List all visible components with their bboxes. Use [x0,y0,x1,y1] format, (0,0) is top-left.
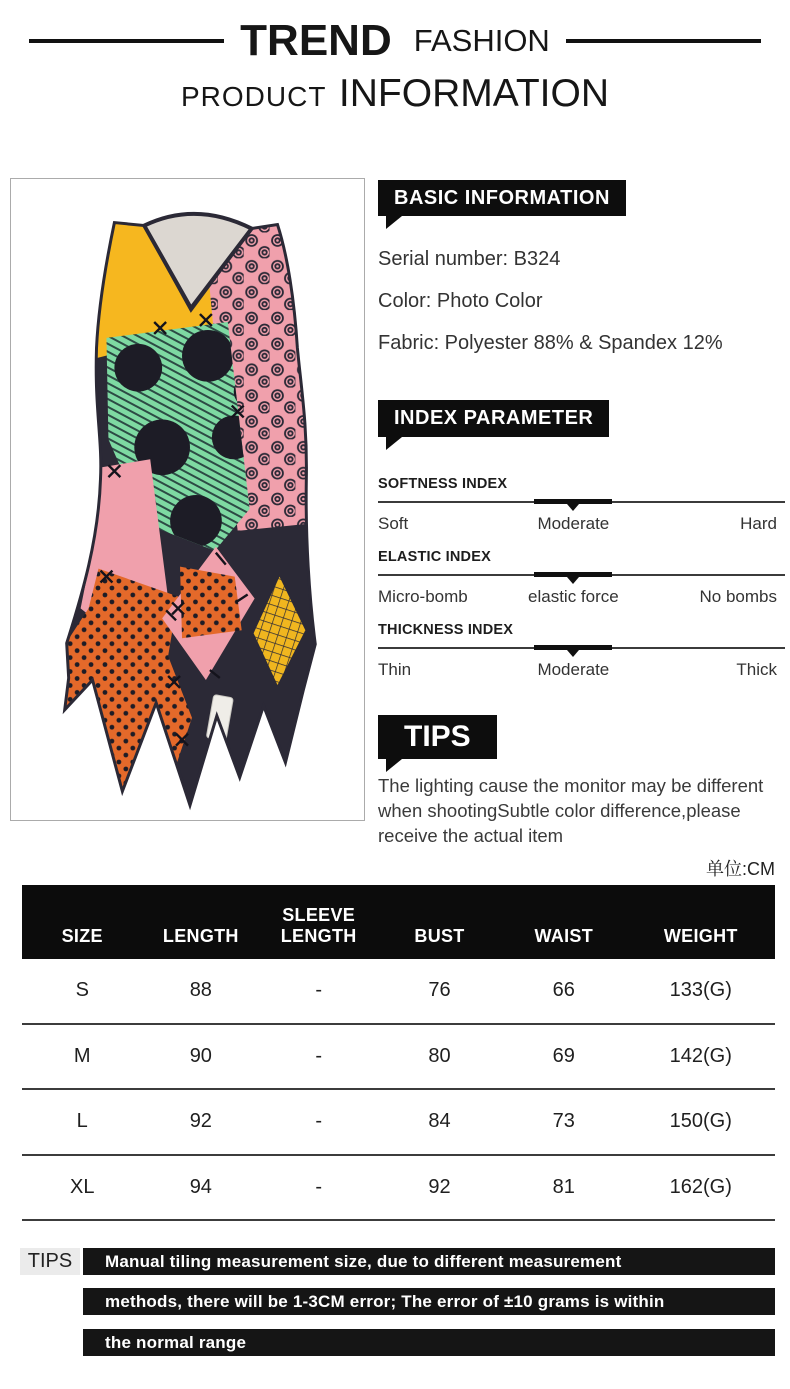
page-title-small: PRODUCT [181,81,327,112]
cell-waist: 69 [552,1044,575,1067]
serial-number-row: Serial number: B324 [378,248,561,270]
measurement-tips-label: TIPS [20,1248,80,1275]
scale-label-right: Hard [740,514,777,533]
column-header-waist: WAIST [534,926,593,946]
cell-sleeve-length: - [315,1044,322,1067]
cell-waist: 66 [552,979,575,1002]
scale-label-right: No bombs [699,587,777,606]
header-rule-left [29,39,224,43]
table-row-xl [22,1156,775,1222]
scale-labels [378,660,785,680]
scale-marker [534,572,612,577]
scale-track [378,645,785,657]
measurement-tips-line-1: Manual tiling measurement size, due to different measurement [83,1248,775,1275]
cell-weight: 162(G) [669,1175,732,1198]
scale-track [378,499,785,511]
measurement-tips-row [20,1248,775,1275]
table-row-m [22,1025,775,1091]
scale-labels [378,514,785,534]
basic-information-tag: BASIC INFORMATION [378,180,626,216]
cell-bust: 80 [428,1044,451,1067]
scale-label-left: Soft [378,514,409,533]
tips-tag: TIPS [378,715,497,759]
size-table [22,885,775,1221]
index-parameter-tag: INDEX PARAMETER [378,400,609,437]
column-header-size: SIZE [61,926,103,946]
unit-note: 单位:CM [706,859,775,879]
marker-pointer-icon [567,577,579,584]
page-header [0,16,790,116]
scale-label-right: Thick [736,660,777,679]
cell-sleeve-length: - [315,979,322,1002]
scale-track [378,572,785,584]
cell-bust: 84 [428,1110,451,1133]
cell-bust: 92 [428,1175,451,1198]
measurement-tips-section [20,1248,775,1356]
scale-label-middle: Moderate [537,660,610,679]
scale-label-middle: elastic force [528,587,619,606]
cell-weight: 133(G) [669,979,732,1002]
page-title [0,72,790,116]
scale-label-left: Thin [378,660,412,679]
column-header-length: LENGTH [162,926,239,946]
tips-text: The lighting cause the monitor may be different when shootingSubtle color difference,please receive the actual item [378,775,764,846]
table-row-l [22,1090,775,1156]
brand-title-sub: FASHION [413,23,550,58]
cell-size: L [76,1110,88,1133]
scale-marker [534,645,612,650]
cell-waist: 73 [552,1110,575,1133]
cell-length: 90 [189,1044,212,1067]
size-table-header [22,885,775,959]
measurement-tips-line-3: the normal range [83,1329,775,1356]
info-column [378,180,785,848]
column-header-sleeve-length: SLEEVE LENGTH [280,905,357,946]
softness-index-scale [378,476,785,534]
product-photo [10,178,365,821]
scale-labels [378,587,785,607]
cell-sleeve-length: - [315,1110,322,1133]
header-rule-right [566,39,761,43]
cell-length: 88 [189,979,212,1002]
cell-bust: 76 [428,979,451,1002]
thickness-index-scale [378,622,785,680]
patchwork-dress-illustration [11,179,364,820]
cell-size: M [73,1044,91,1067]
cell-size: XL [70,1175,95,1198]
table-row-s [22,959,775,1025]
cell-size: S [75,979,89,1002]
scale-label-middle: Moderate [537,514,610,533]
cell-length: 92 [189,1110,212,1133]
scale-marker [534,499,612,504]
marker-pointer-icon [567,504,579,511]
basic-information-rows [378,248,785,354]
cell-waist: 81 [552,1175,575,1198]
cell-weight: 150(G) [669,1110,732,1133]
scale-label-left: Micro-bomb [378,587,468,606]
column-header-weight: WEIGHT [663,926,738,946]
brand-title-row [0,16,790,66]
measurement-tips-line-2: methods, there will be 1-3CM error; The error of ±10 grams is within [83,1288,775,1315]
cell-sleeve-length: - [315,1175,322,1198]
color-row: Color: Photo Color [378,290,543,312]
brand-title-main: TREND [240,16,392,65]
scale-title: ELASTIC INDEX [378,549,491,565]
marker-pointer-icon [567,650,579,657]
cell-weight: 142(G) [669,1044,732,1067]
page-title-large: INFORMATION [338,72,609,115]
scale-title: SOFTNESS INDEX [378,476,508,492]
fabric-row: Fabric: Polyester 88% & Spandex 12% [378,332,723,354]
scale-title: THICKNESS INDEX [378,622,514,638]
size-chart-section [0,855,790,1221]
cell-length: 94 [189,1175,212,1198]
column-header-bust: BUST [414,926,465,946]
elastic-index-scale [378,549,785,607]
